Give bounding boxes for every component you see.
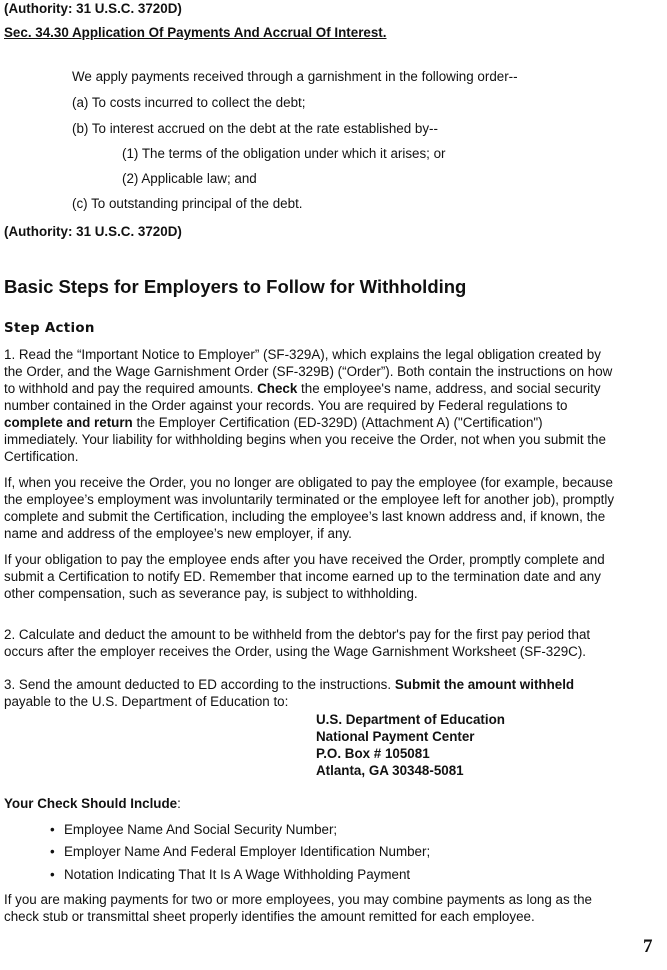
receive-para-line3: complete and submit the Certification, including the employee’s last known address and, if known, the (4, 509, 606, 524)
step2-line1: 2. Calculate and deduct the amount to be withheld from the debtor's pay for the first pay period that (4, 627, 591, 642)
step-action-heading: Step Action (4, 321, 95, 336)
basic-steps-heading: Basic Steps for Employers to Follow for Withholding (4, 276, 467, 297)
step1-line3 (4, 380, 601, 397)
item-b: (b) To interest accrued on the debt at the rate established by-- (72, 121, 438, 136)
step3-line1 (4, 676, 574, 693)
address-line2: National Payment Center (316, 729, 475, 744)
page-number: 7 (643, 936, 653, 957)
closing-line1: If you are making payments for two or more employees, you may combine payments as long as the (4, 892, 592, 907)
address-line3: P.O. Box # 105081 (316, 746, 430, 761)
authority-citation: (Authority: 31 U.S.C. 3720D) (4, 224, 182, 239)
section-title: Sec. 34.30 Application Of Payments And Accrual Of Interest. (4, 25, 387, 40)
item-c: (c) To outstanding principal of the debt. (72, 196, 303, 211)
step2-line2: occurs after the employer receives the Order, using the Wage Garnishment Worksheet (SF-329C). (4, 644, 586, 659)
step1-line1: 1. Read the “Important Notice to Employer” (SF-329A), which explains the legal obligation created by (4, 347, 601, 362)
ends-para-line2: submit a Certification to notify ED. Remember that income earned up to the termination date and any (4, 569, 601, 584)
step1-line7: Certification. (4, 449, 79, 464)
item-a: (a) To costs incurred to collect the debt; (72, 95, 306, 110)
bullet-icon: • (50, 867, 55, 882)
step1-line4: number contained in the Order against your records. You are required by Federal regulations to (4, 398, 568, 413)
bullet-item-3 (50, 866, 410, 883)
submit-withheld-bold: Submit the amount withheld (394, 677, 575, 692)
check-include-label (4, 795, 181, 812)
complete-return-bold: complete and return (4, 415, 133, 430)
step3-line2: payable to the U.S. Department of Education to: (4, 694, 289, 709)
step1-line5 (4, 414, 543, 431)
item-b2: (2) Applicable law; and (122, 171, 257, 186)
receive-para-line2: the employee’s employment was involuntarily terminated or the employee left for another job), promptly (4, 492, 615, 507)
step1-line3-text: to withhold and pay the required amounts. (4, 381, 254, 396)
step1-line3-rest: the employee's name, address, and social security (297, 381, 601, 396)
closing-line2: check stub or transmittal sheet properly identifies the amount remitted for each employee. (4, 909, 535, 924)
bullet-icon: • (50, 844, 55, 859)
check-bold: Check (257, 381, 298, 396)
bullet-item-2 (50, 843, 430, 860)
ends-para-line1: If your obligation to pay the employee ends after you have received the Order, promptly complete and (4, 552, 605, 567)
address-line1: U.S. Department of Education (316, 712, 505, 727)
ends-para-line3: other compensation, such as severance pay, is subject to withholding. (4, 586, 418, 601)
step1-line2: the Order, and the Wage Garnishment Order (SF-329B) (“Order”). Both contain the instructions on how (4, 364, 613, 379)
step1-line5-rest: the Employer Certification (ED-329D) (Attachment A) ("Certification") (132, 415, 543, 430)
bullet-text-1: Employee Name And Social Security Number; (64, 822, 338, 837)
bullet-icon: • (50, 822, 55, 837)
bullet-text-3: Notation Indicating That It Is A Wage Withholding Payment (64, 867, 411, 882)
authority-citation-top: (Authority: 31 U.S.C. 3720D) (4, 1, 182, 16)
receive-para-line1: If, when you receive the Order, you no longer are obligated to pay the employee (for example, because (4, 475, 613, 490)
address-line4: Atlanta, GA 30348-5081 (316, 763, 464, 778)
bullet-text-2: Employer Name And Federal Employer Identification Number; (64, 844, 431, 859)
step3-line1-text: 3. Send the amount deducted to ED according to the instructions. (4, 677, 392, 692)
item-b1: (1) The terms of the obligation under which it arises; or (122, 146, 446, 161)
step1-line6: immediately. Your liability for withholding begins when you receive the Order, not when you submit the (4, 432, 606, 447)
check-include-label-text: Your Check Should Include (4, 796, 178, 811)
bullet-item-1 (50, 821, 337, 838)
check-include-colon: : (177, 796, 181, 811)
intro-text: We apply payments received through a garnishment in the following order-- (72, 69, 518, 84)
receive-para-line4: name and address of the employee’s new employer, if any. (4, 526, 352, 541)
